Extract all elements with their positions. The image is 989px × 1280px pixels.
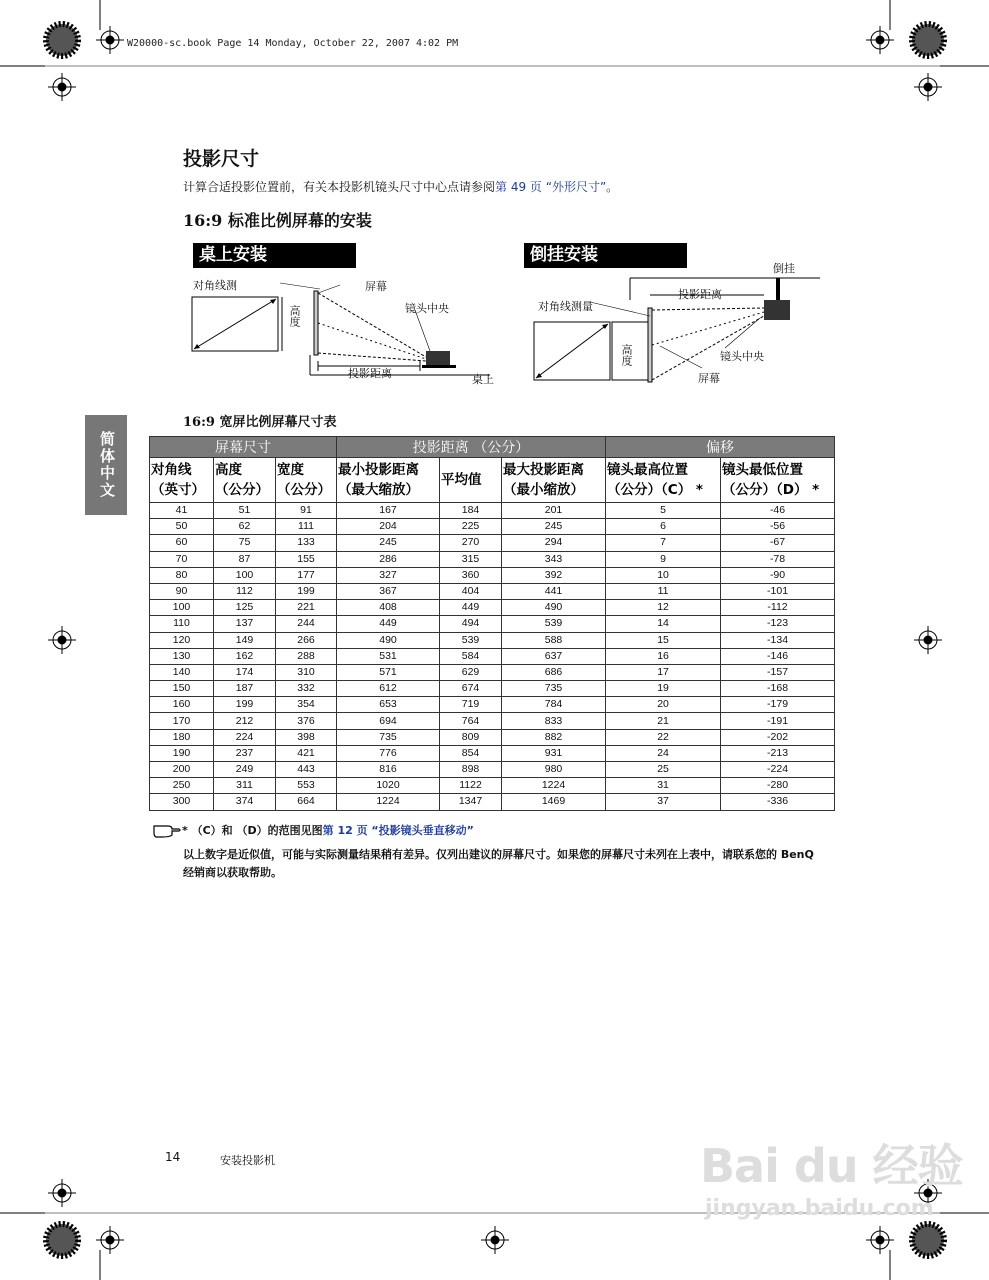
table-cell: -112	[721, 600, 835, 616]
desk-install-header: 桌上安装	[193, 243, 356, 268]
table-cell: 392	[502, 567, 606, 583]
column-header-line1: 镜头最低位置	[722, 462, 804, 478]
book-header-line: W20000-sc.book Page 14 Monday, October 22, 2007 4:02 PM	[127, 38, 459, 49]
table-cell: 41	[150, 503, 214, 519]
table-cell: 898	[440, 762, 502, 778]
table-row	[150, 745, 835, 761]
table-cell: 149	[214, 632, 276, 648]
group-header-offset: 偏移	[606, 437, 835, 458]
table-cell: 764	[440, 713, 502, 729]
note-hand-icon	[152, 822, 182, 842]
ceiling-diagonal-label: 对角线测量	[538, 300, 593, 313]
column-header-6	[606, 458, 721, 503]
table-cell: 9	[606, 551, 721, 567]
table-cell: 199	[276, 583, 337, 599]
table-row	[150, 551, 835, 567]
ceiling-distance-label: 投影距离	[678, 288, 722, 301]
approximation-note: 以上数字是近似值，可能与实际测量结果稍有差异。仅列出建议的屏幕尺寸。如果您的屏幕尺寸未列在上表中，请联系您的 BenQ 经销商以获取帮助。	[183, 848, 814, 879]
table-cell: -101	[721, 583, 835, 599]
table-cell: 17	[606, 664, 721, 680]
table-cell: 571	[337, 664, 440, 680]
table-cell: 664	[276, 794, 337, 810]
table-cell: -280	[721, 778, 835, 794]
ceiling-diagram-drawing	[530, 260, 830, 390]
intro-end: 。	[606, 180, 619, 194]
table-cell: 494	[440, 616, 502, 632]
table-row	[150, 616, 835, 632]
table-cell: 245	[337, 535, 440, 551]
table-cell: 332	[276, 681, 337, 697]
screen-size-table	[149, 436, 835, 811]
table-cell: 816	[337, 762, 440, 778]
table-cell: -157	[721, 664, 835, 680]
table-cell: -213	[721, 745, 835, 761]
table-cell: 310	[276, 664, 337, 680]
table-cell: 12	[606, 600, 721, 616]
target-mark-right-top	[914, 73, 942, 101]
table-cell: 140	[150, 664, 214, 680]
table-cell: 833	[502, 713, 606, 729]
target-mark-right-middle	[914, 626, 942, 654]
table-cell: -78	[721, 551, 835, 567]
table-cell: 490	[502, 600, 606, 616]
table-cell: 167	[337, 503, 440, 519]
table-cell: 735	[502, 681, 606, 697]
table-cell: 980	[502, 762, 606, 778]
table-cell: 177	[276, 567, 337, 583]
table-title: 16:9 宽屏比例屏幕尺寸表	[183, 415, 337, 430]
table-cell: 125	[214, 600, 276, 616]
table-cell: 10	[606, 567, 721, 583]
side-language-tab	[85, 415, 127, 515]
table-cell: 62	[214, 519, 276, 535]
table-row	[150, 697, 835, 713]
table-cell: 1224	[337, 794, 440, 810]
table-cell: 398	[276, 729, 337, 745]
desk-table-label: 桌上	[472, 373, 494, 386]
target-mark-left-middle	[48, 626, 76, 654]
target-mark-top-left	[96, 26, 124, 54]
table-cell: -46	[721, 503, 835, 519]
table-cell: 882	[502, 729, 606, 745]
table-cell: 237	[214, 745, 276, 761]
table-cell: 87	[214, 551, 276, 567]
table-cell: 539	[440, 632, 502, 648]
column-header-1	[214, 458, 276, 503]
table-row	[150, 713, 835, 729]
table-row	[150, 583, 835, 599]
table-cell: 201	[502, 503, 606, 519]
table-cell: 133	[276, 535, 337, 551]
table-cell: 204	[337, 519, 440, 535]
table-cell: 1122	[440, 778, 502, 794]
section-title: 16:9 标准比例屏幕的安装	[183, 211, 372, 230]
table-cell: 1347	[440, 794, 502, 810]
table-cell: -202	[721, 729, 835, 745]
desk-screen-label: 屏幕	[365, 280, 387, 293]
table-cell: 553	[276, 778, 337, 794]
table-row	[150, 567, 835, 583]
table-cell: 539	[502, 616, 606, 632]
table-cell: 449	[440, 600, 502, 616]
page-title: 投影尺寸	[183, 148, 260, 170]
table-cell: 200	[150, 762, 214, 778]
table-cell: 374	[214, 794, 276, 810]
table-cell: -134	[721, 632, 835, 648]
table-cell: 100	[150, 600, 214, 616]
table-cell: 311	[214, 778, 276, 794]
watermark-logo: Bai du 经验	[700, 1139, 963, 1193]
ceiling-lens-label: 镜头中央	[720, 350, 764, 363]
table-row	[150, 535, 835, 551]
table-cell: -179	[721, 697, 835, 713]
table-cell: 612	[337, 681, 440, 697]
table-cell: -56	[721, 519, 835, 535]
ceiling-install-diagram	[530, 260, 830, 390]
color-wheel-top-right	[912, 24, 944, 56]
table-cell: 376	[276, 713, 337, 729]
table-cell: 51	[214, 503, 276, 519]
column-header-2	[276, 458, 337, 503]
table-cell: 449	[337, 616, 440, 632]
range-note	[182, 822, 474, 838]
table-cell: 629	[440, 664, 502, 680]
column-header-line2: （公分）（C） *	[607, 482, 703, 498]
table-row	[150, 632, 835, 648]
table-cell: 588	[502, 632, 606, 648]
column-header-line2: （最大缩放）	[338, 482, 419, 498]
table-cell: 686	[502, 664, 606, 680]
table-cell: 408	[337, 600, 440, 616]
target-mark-left-top	[48, 73, 76, 101]
table-cell: 294	[502, 535, 606, 551]
table-cell: 225	[440, 519, 502, 535]
column-header-line1: 对角线	[151, 462, 192, 478]
table-cell: 931	[502, 745, 606, 761]
table-cell: -123	[721, 616, 835, 632]
column-header-line1: 高度	[215, 462, 242, 478]
desk-lens-label: 镜头中央	[405, 302, 449, 315]
table-row	[150, 729, 835, 745]
table-cell: 24	[606, 745, 721, 761]
ceiling-install-header: 倒挂安装	[524, 243, 687, 268]
column-header-row	[150, 458, 835, 503]
table-cell: 288	[276, 648, 337, 664]
table-cell: 190	[150, 745, 214, 761]
table-cell: 531	[337, 648, 440, 664]
table-cell: 1224	[502, 778, 606, 794]
table-cell: 653	[337, 697, 440, 713]
column-header-4	[440, 458, 502, 503]
table-cell: -67	[721, 535, 835, 551]
table-cell: 250	[150, 778, 214, 794]
column-header-3	[337, 458, 440, 503]
group-header-screen-size: 屏幕尺寸	[150, 437, 337, 458]
group-header-projection-distance: 投影距离 （公分）	[337, 437, 606, 458]
table-cell: -224	[721, 762, 835, 778]
table-cell: -191	[721, 713, 835, 729]
table-cell: 443	[276, 762, 337, 778]
table-row	[150, 519, 835, 535]
table-cell: 300	[150, 794, 214, 810]
table-cell: 160	[150, 697, 214, 713]
table-cell: 19	[606, 681, 721, 697]
column-header-line1: 最小投影距离	[338, 462, 419, 478]
column-header-line1: 宽度	[277, 462, 304, 478]
pointing-hand-icon	[152, 822, 182, 838]
table-cell: 37	[606, 794, 721, 810]
table-cell: 184	[440, 503, 502, 519]
desk-height-label: 高度	[288, 305, 301, 327]
column-header-5	[502, 458, 606, 503]
table-cell: 315	[440, 551, 502, 567]
table-cell: 11	[606, 583, 721, 599]
table-cell: 719	[440, 697, 502, 713]
column-header-line2: （英寸）	[151, 482, 205, 498]
table-cell: 286	[337, 551, 440, 567]
table-body	[150, 503, 835, 811]
table-cell: 784	[502, 697, 606, 713]
column-header-line2: （公分）	[215, 482, 269, 498]
table-cell: 130	[150, 648, 214, 664]
table-cell: 31	[606, 778, 721, 794]
footer-chapter: 安装投影机	[220, 1154, 275, 1167]
table-cell: 70	[150, 551, 214, 567]
table-cell: 266	[276, 632, 337, 648]
table-cell: 637	[502, 648, 606, 664]
table-cell: 1469	[502, 794, 606, 810]
table-cell: 187	[214, 681, 276, 697]
table-cell: 367	[337, 583, 440, 599]
table-cell: 50	[150, 519, 214, 535]
ceiling-height-label: 高度	[620, 344, 633, 366]
table-row	[150, 681, 835, 697]
table-cell: 354	[276, 697, 337, 713]
table-cell: 490	[337, 632, 440, 648]
table-cell: -336	[721, 794, 835, 810]
range-note-link[interactable]: 第 12 页 “投影镜头垂直移动”	[322, 824, 474, 837]
table-cell: 245	[502, 519, 606, 535]
table-cell: 162	[214, 648, 276, 664]
table-cell: 22	[606, 729, 721, 745]
table-row	[150, 600, 835, 616]
table-row	[150, 762, 835, 778]
table-row	[150, 503, 835, 519]
table-cell: 854	[440, 745, 502, 761]
color-wheel-top-left	[46, 24, 78, 56]
column-header-line1: 平均值	[441, 472, 482, 488]
column-header-line2: （公分）	[277, 482, 331, 498]
table-cell: 249	[214, 762, 276, 778]
ceiling-screen-label: 屏幕	[698, 372, 720, 385]
color-wheel-bottom-left	[46, 1224, 78, 1256]
table-row	[150, 794, 835, 810]
column-header-0	[150, 458, 214, 503]
table-cell: 360	[440, 567, 502, 583]
table-cell: 224	[214, 729, 276, 745]
table-cell: 60	[150, 535, 214, 551]
footer-page-number: 14	[165, 1150, 181, 1164]
intro-paragraph	[183, 178, 618, 195]
table-cell: 120	[150, 632, 214, 648]
side-tab-label: 简体中文	[98, 431, 116, 499]
target-mark-top-right	[866, 26, 894, 54]
table-cell: 6	[606, 519, 721, 535]
table-cell: -90	[721, 567, 835, 583]
column-header-line2: （公分）（D） *	[722, 482, 820, 498]
target-mark-bottom-center	[481, 1226, 509, 1254]
table-cell: 212	[214, 713, 276, 729]
table-cell: 91	[276, 503, 337, 519]
table-cell: 776	[337, 745, 440, 761]
table-cell: 441	[502, 583, 606, 599]
table-cell: 735	[337, 729, 440, 745]
table-cell: 7	[606, 535, 721, 551]
table-cell: 584	[440, 648, 502, 664]
table-cell: 80	[150, 567, 214, 583]
table-cell: 14	[606, 616, 721, 632]
table-cell: 694	[337, 713, 440, 729]
table-cell: 174	[214, 664, 276, 680]
desk-install-diagram	[190, 275, 500, 390]
table-cell: 111	[276, 519, 337, 535]
table-cell: 75	[214, 535, 276, 551]
table-cell: 112	[214, 583, 276, 599]
table-cell: 16	[606, 648, 721, 664]
table-cell: 110	[150, 616, 214, 632]
table-cell: 150	[150, 681, 214, 697]
desk-diagonal-label: 对角线测	[193, 279, 237, 292]
table-cell: 327	[337, 567, 440, 583]
table-cell: 137	[214, 616, 276, 632]
table-cell: 221	[276, 600, 337, 616]
table-cell: 270	[440, 535, 502, 551]
ceiling-mount-label: 倒挂	[773, 262, 795, 275]
table-cell: -168	[721, 681, 835, 697]
column-header-line1: 镜头最高位置	[607, 462, 689, 478]
table-cell: 20	[606, 697, 721, 713]
range-note-text: * （C）和 （D）的范围见图	[182, 824, 323, 837]
table-cell: 5	[606, 503, 721, 519]
intro-text: 计算合适投影位置前，有关本投影机镜头尺寸中心点请参阅	[183, 180, 496, 194]
intro-link[interactable]: 第 49 页 “外形尺寸”	[495, 180, 607, 194]
baidu-watermark	[700, 1130, 970, 1240]
column-header-line1: 最大投影距离	[503, 462, 584, 478]
table-cell: 343	[502, 551, 606, 567]
table-row	[150, 648, 835, 664]
table-cell: 404	[440, 583, 502, 599]
table-row	[150, 664, 835, 680]
table-cell: 674	[440, 681, 502, 697]
watermark-url: jingyan.baidu.com	[705, 1196, 934, 1221]
table-cell: 155	[276, 551, 337, 567]
table-row	[150, 778, 835, 794]
table-cell: 421	[276, 745, 337, 761]
table-cell: 15	[606, 632, 721, 648]
table-cell: 1020	[337, 778, 440, 794]
target-mark-left-bottom	[48, 1179, 76, 1207]
table-cell: 809	[440, 729, 502, 745]
table-cell: 199	[214, 697, 276, 713]
table-cell: 25	[606, 762, 721, 778]
table-cell: -146	[721, 648, 835, 664]
table-cell: 90	[150, 583, 214, 599]
table-cell: 244	[276, 616, 337, 632]
table-cell: 180	[150, 729, 214, 745]
column-header-line2: （最小缩放）	[503, 482, 584, 498]
target-mark-bottom-left	[96, 1226, 124, 1254]
column-header-7	[721, 458, 835, 503]
table-cell: 170	[150, 713, 214, 729]
table-cell: 100	[214, 567, 276, 583]
table-cell: 21	[606, 713, 721, 729]
desk-distance-label: 投影距离	[348, 367, 392, 380]
